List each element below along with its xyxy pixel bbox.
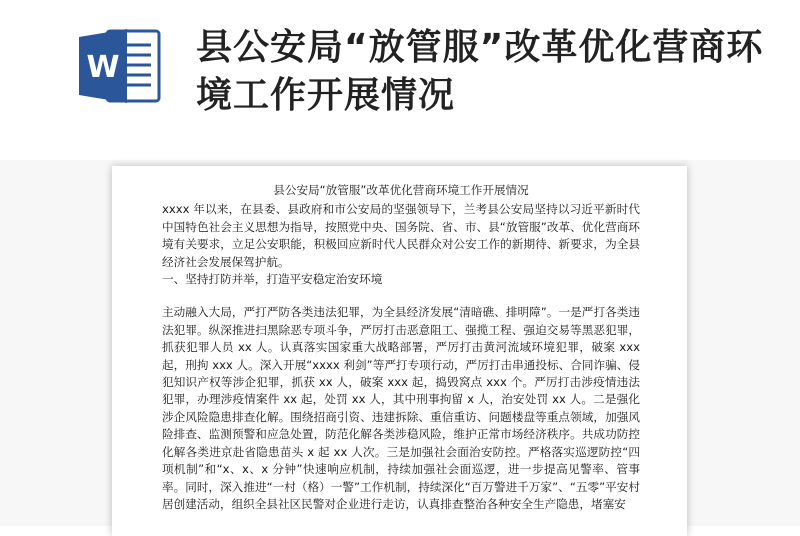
document-title: 县公安局“放管服”改革优化营商环境工作开展情况 [273,183,529,197]
section-heading: 一、坚持打防并举，打造平安稳定治安环境 [162,272,383,287]
word-icon-letter: W [86,50,120,85]
header [0,0,800,160]
section-paragraph: 主动融入大局，严打严防各类违法犯罪，为全县经济发展“清暗礁、排明障”。一是严打各类违法犯罪。纵深推进扫黑除恶专项斗争，严厉打击恶意阻工、强揽工程、强迫交易等黑恶犯罪，抓获犯罪人员 xx 人。认真落实国家重大战略部署，严厉打击黄河流域环境犯罪，破案 xxx 起，刑拘 xxx 人。深入开展“xxxx 利剑”等严打专项行动，严厉打击串通投标、合同诈骗、侵犯知识产权等涉企犯罪，抓获 xx 人，破案 xxx 起，捣毁窝点 xxx 个。严厉打击涉疫情违法犯罪，办理涉疫情案件 xx 起，处罚 xx 人，其中刑事拘留 x 人，治安处罚 xx 人。二是强化涉企风险隐患排查化解。围绕招商引资、违建拆除、重信重访、问题楼盘等重点领域，加强风险排查、监测预警和应急处置，防范化解各类涉稳风险，维护正常市场经济秩序。共成功防控化解各类进京赴省隐患苗头 x 起 xx 人次。三是加强社会面治安防控。严格落实巡逻防控“四项机制”和“x、x、x 分钟”快速响应机制，持续加强社会面巡逻，进一步提高见警率、管事率。同时，深入推进“一村（格）一警”工作机制，持续深化“百万警进千万家”、“五零”平安村居创建活动，组织全县社区民警对企业进行走访，认真排查整治各种安全生产隐患，堵塞安 [162,305,640,511]
document-page [112,166,687,536]
document-content [162,182,640,513]
intro-paragraph: xxxx 年以来，在县委、县政府和市公安局的坚强领导下，兰考县公安局坚持以习近平新时代中国特色社会主义思想为指导，按照党中央、国务院、省、市、县“放管服”改革、优化营商环境有关要求，立足公安职能，积极回应新时代人民群众对公安工作的新期待、新要求，为全县经济社会发展保驾护航。 [162,202,640,269]
word-icon [77,27,163,105]
spacer [162,288,640,304]
page-title: 县公安局“放管服”改革优化营商环境工作开展情况 [196,27,764,116]
